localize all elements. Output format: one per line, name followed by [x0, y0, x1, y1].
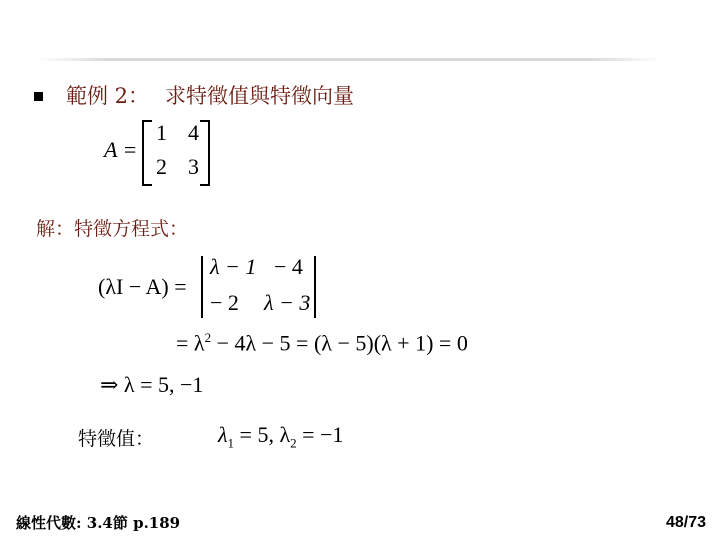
bullet-square-icon [34, 92, 43, 101]
heading-example: 範例 2： [66, 84, 150, 108]
slide-heading [66, 80, 354, 110]
determinant-cell: λ − 1 [210, 254, 257, 279]
determinant-lhs: (λI − A) = [98, 274, 187, 299]
eigenvalue-result [218, 422, 343, 451]
footer-source: 線性代數: 3.4節 p.189 [16, 514, 181, 532]
lambda-1-sub: 1 [227, 435, 235, 451]
title-rule [36, 58, 662, 61]
determinant-right-bar [314, 256, 316, 318]
characteristic-polynomial [176, 330, 468, 356]
poly-post: − 4λ − 5 = (λ − 5)(λ + 1) = 0 [211, 330, 468, 356]
poly-pre: = λ [176, 330, 205, 356]
determinant-left-bar [201, 256, 203, 318]
matrix-cell: 3 [188, 154, 199, 179]
matrix-cell: 4 [188, 120, 199, 145]
lambda-1: λ [218, 422, 228, 447]
matrix-left-bracket [142, 120, 152, 186]
heading-topic: 求特徵值與特徵向量 [165, 84, 355, 108]
poly-exponent: 2 [204, 330, 212, 345]
eigenvalue-roots: ⇒ λ = 5, −1 [100, 372, 204, 397]
determinant-cell: − 4 [274, 254, 303, 279]
eigenvalue-label: 特徵值： [78, 428, 155, 450]
lambda-2-sub: 2 [290, 435, 297, 451]
solution-label: 解：特徵方程式： [36, 218, 189, 240]
matrix-cell: 2 [156, 154, 167, 179]
matrix-right-bracket [200, 120, 210, 186]
matrix-a-lhs: A = [104, 137, 138, 162]
determinant-cell: − 2 [210, 290, 239, 315]
determinant-cell: λ − 3 [264, 290, 311, 315]
matrix-cell: 1 [156, 120, 167, 145]
characteristic-determinant [98, 252, 328, 324]
page-number: 48/73 [665, 514, 706, 531]
eigen-mid: = 5, λ [234, 422, 291, 447]
eigen-end: = −1 [296, 422, 344, 447]
